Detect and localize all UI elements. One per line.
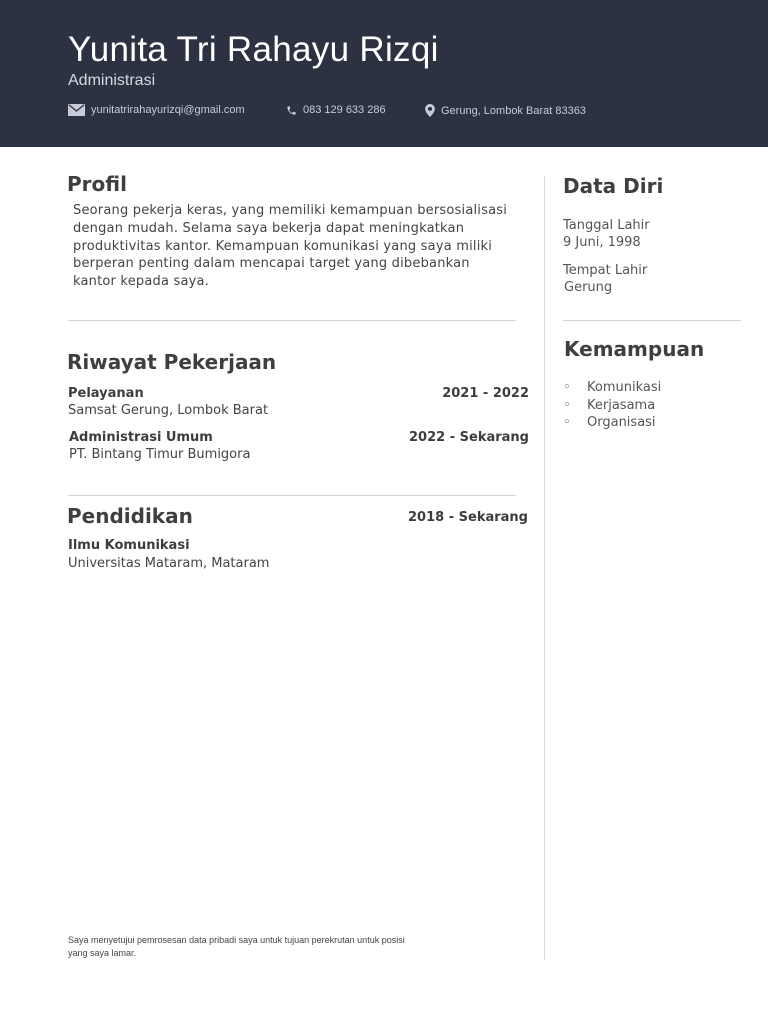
- job-period: 2021 - 2022: [442, 386, 529, 401]
- skill-item: ◦ Organisasi: [563, 414, 661, 432]
- contact-phone[interactable]: [286, 104, 386, 116]
- section-divider: [68, 320, 516, 321]
- consent-line: Saya menyetujui pemrosesan data pribadi saya untuk tujuan perekrutan untuk posisi: [68, 935, 405, 945]
- job-period: 2022 - Sekarang: [409, 430, 529, 445]
- job-place: PT. Bintang Timur Bumigora: [69, 447, 251, 462]
- profile-line: kantor kepada saya.: [73, 274, 209, 290]
- section-divider: [563, 320, 741, 321]
- phone-icon: [286, 105, 297, 116]
- profile-title: Profil: [67, 172, 127, 196]
- contact-email[interactable]: [68, 104, 245, 116]
- map-pin-icon: [425, 104, 435, 117]
- personal-title: Data Diri: [563, 174, 664, 198]
- contact-location: [425, 104, 586, 117]
- profile-line: dengan mudah. Selama saya bekerja dapat meningkatkan: [73, 220, 465, 236]
- work-title: Riwayat Pekerjaan: [67, 350, 277, 374]
- skills-list: [563, 379, 661, 432]
- consent-note: [68, 934, 448, 959]
- column-divider: [544, 176, 545, 960]
- job-position: Administrasi Umum: [69, 430, 213, 445]
- profile-line: berperan penting dalam mencapai target yang dibebankan: [73, 256, 470, 272]
- birthplace-value: Gerung: [564, 280, 613, 295]
- profile-line: produktivitas kantor. Kemampuan komunikasi yang saya miliki: [73, 238, 493, 254]
- profile-text: [73, 202, 538, 291]
- birthplace-label: Tempat Lahir: [563, 263, 648, 278]
- consent-line: yang saya lamar.: [68, 947, 137, 958]
- phone-text: 083 129 633 286: [303, 104, 386, 116]
- job-place: Samsat Gerung, Lombok Barat: [68, 403, 269, 418]
- education-period: 2018 - Sekarang: [408, 510, 528, 525]
- education-major: Ilmu Komunikasi: [68, 538, 190, 553]
- mail-icon: [68, 104, 85, 116]
- email-text: yunitatrirahayurizqi@gmail.com: [91, 104, 245, 116]
- candidate-name: Yunita Tri Rahayu Rizqi: [68, 30, 439, 69]
- skills-title: Kemampuan: [564, 337, 705, 361]
- birthdate-label: Tanggal Lahir: [563, 218, 650, 233]
- candidate-role: Administrasi: [68, 72, 156, 89]
- skill-item: ◦ Kerjasama: [563, 397, 661, 415]
- skill-item: ◦ Komunikasi: [563, 379, 661, 397]
- section-divider: [68, 495, 516, 496]
- resume-header: [0, 0, 768, 147]
- birthdate-value: 9 Juni, 1998: [563, 235, 641, 250]
- education-title: Pendidikan: [67, 504, 193, 528]
- job-position: Pelayanan: [68, 386, 144, 401]
- education-school: Universitas Mataram, Mataram: [68, 556, 270, 571]
- profile-line: Seorang pekerja keras, yang memiliki kemampuan bersosialisasi: [73, 203, 508, 218]
- location-text: Gerung, Lombok Barat 83363: [441, 104, 586, 117]
